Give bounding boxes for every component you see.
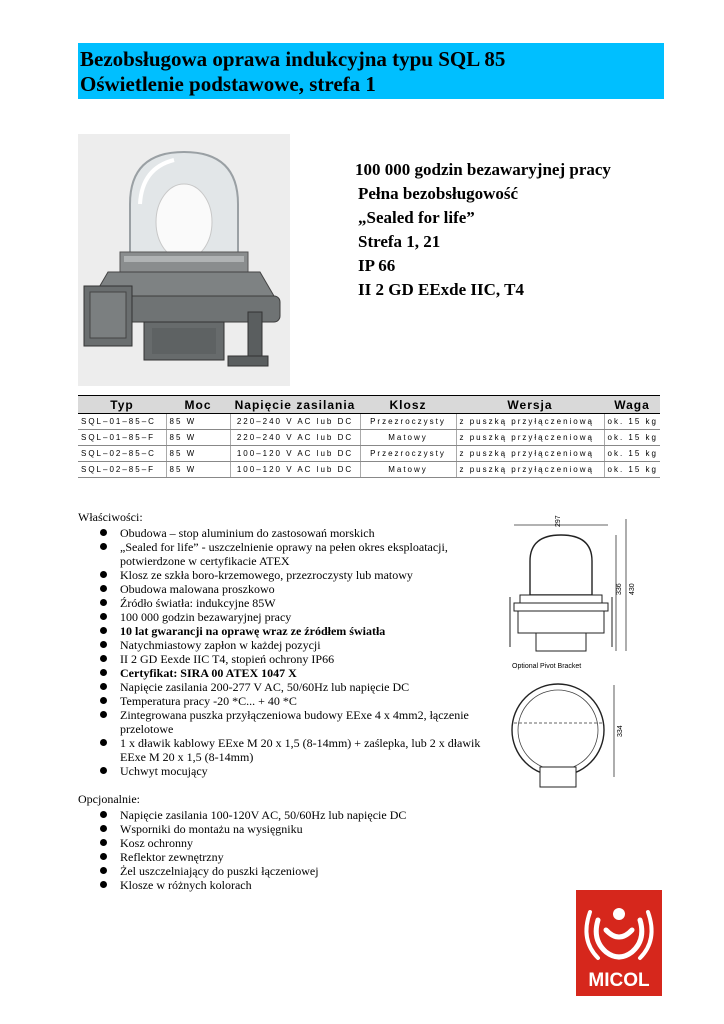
cell-moc: 85 W [166,462,230,478]
bullet-icon [100,655,107,662]
cell-moc: 85 W [166,414,230,430]
options-list [78,808,498,892]
list-item [78,568,498,582]
list-item [78,736,498,764]
bullet-icon [100,627,107,634]
bullet-icon [100,839,107,846]
list-item-text: Natychmiastowy zapłon w każdej pozycji [120,638,321,652]
logo-mark-icon [576,890,662,970]
list-item-text: Źródło światła: indukcyjne 85W [120,596,276,610]
bullet-icon [100,571,107,578]
cell-moc: 85 W [166,446,230,462]
bullet-icon [100,811,107,818]
bracket-label: Optional Pivot Bracket [512,663,582,670]
list-item [78,624,498,638]
bullet-icon [100,825,107,832]
dim-total-label: 430 [629,583,636,595]
cell-typ: SQL–02–85–F [78,462,166,478]
list-item-text: Zintegrowana puszka przyłączeniowa budowy EExe 4 x 4mm2, łączenie przelotowe [120,708,469,736]
cell-wersja: z puszką przyłączeniową [456,414,604,430]
properties-heading: Właściwości: [78,510,143,524]
list-item-text: „Sealed for life” - uszczelnienie oprawy na pełen okres eksploatacji, potwierdzone w certyfikacie ATEX [120,540,448,568]
cell-typ: SQL–02–85–C [78,446,166,462]
list-item-text: 10 lat gwarancji na oprawę wraz ze źródłem światła [120,624,386,638]
list-item-text: Uchwyt mocujący [120,764,208,778]
title-line-1: Bezobsługowa oprawa indukcyjna typu SQL 85 [80,47,506,71]
feature-item: Strefa 1, 21 [358,232,441,251]
list-item-text: Klosz ze szkła boro-krzemowego, przezroczysty lub matowy [120,568,413,582]
bullet-icon [100,529,107,536]
list-item [78,694,498,708]
product-photo [78,134,290,386]
feature-item: „Sealed for life” [358,208,475,227]
list-item-text: Napięcie zasilania 200-277 V AC, 50/60Hz lub napięcie DC [120,680,410,694]
bullet-icon [100,867,107,874]
col-header-wersja: Wersja [456,396,604,414]
bullet-icon [100,767,107,774]
cell-napiecie: 100–120 V AC lub DC [230,462,360,478]
col-header-napiecie: Napięcie zasilania [230,396,360,414]
list-item-text: 100 000 godzin bezawaryjnej pracy [120,610,292,624]
feature-item: Pełna bezobsługowość [358,184,519,203]
list-item [78,864,498,878]
list-item-text: Obudowa – stop aluminium do zastosowań morskich [120,526,375,540]
feature-item: II 2 GD EExde IIC, T4 [358,280,524,299]
cell-typ: SQL–01–85–F [78,430,166,446]
list-item [78,638,498,652]
list-item [78,526,498,540]
list-item-text: II 2 GD Eexde IIC T4, stopień ochrony IP66 [120,652,335,666]
list-item-text: Żel uszczelniający do puszki łączeniowej [120,864,319,878]
cell-napiecie: 220–240 V AC lub DC [230,414,360,430]
dim-plan-label: 334 [617,725,624,737]
col-header-klosz: Klosz [360,396,456,414]
bullet-icon [100,669,107,676]
list-item-text: Wsporniki do montażu na wysięgniku [120,822,303,836]
list-item-text: Temperatura pracy -20 *C... + 40 *C [120,694,297,708]
list-item [78,878,498,892]
list-item [78,582,498,596]
feature-item: 100 000 godzin bezawaryjnej pracy [355,160,611,179]
spec-table [78,395,660,478]
cell-klosz: Przezroczysty [360,414,456,430]
list-item [78,850,498,864]
cell-klosz: Matowy [360,430,456,446]
bullet-icon [100,585,107,592]
table-row [78,446,660,462]
list-item-text: Certyfikat: SIRA 00 ATEX 1047 X [120,666,297,680]
bullet-icon [100,697,107,704]
properties-section [78,510,498,778]
feature-list [355,158,611,302]
options-heading: Opcjonalnie: [78,792,140,806]
list-item-text: Obudowa malowana proszkowo [120,582,275,596]
list-item [78,764,498,778]
bullet-icon [100,739,107,746]
list-item-text: Kosz ochronny [120,836,193,850]
cell-waga: ok. 15 kg [604,462,660,478]
table-row [78,430,660,446]
cell-typ: SQL–01–85–C [78,414,166,430]
list-item [78,610,498,624]
list-item [78,666,498,680]
technical-drawing [500,515,640,795]
bullet-icon [100,543,107,550]
micol-logo [576,890,662,996]
cell-moc: 85 W [166,430,230,446]
list-item [78,652,498,666]
list-item-text: Napięcie zasilania 100-120V AC, 50/60Hz lub napięcie DC [120,808,407,822]
list-item-text: 1 x dławik kablowy EExe M 20 x 1,5 (8-14mm) + zaślepka, lub 2 x dławik EExe M 20 x 1,5 (8-14mm) [120,736,481,764]
cell-napiecie: 100–120 V AC lub DC [230,446,360,462]
list-item [78,808,498,822]
bullet-icon [100,683,107,690]
col-header-waga: Waga [604,396,660,414]
bullet-icon [100,641,107,648]
cell-waga: ok. 15 kg [604,446,660,462]
bullet-icon [100,881,107,888]
cell-klosz: Matowy [360,462,456,478]
bullet-icon [100,599,107,606]
dim-mid-label: 336 [616,583,623,595]
list-item-text: Reflektor zewnętrzny [120,850,224,864]
list-item [78,822,498,836]
cell-waga: ok. 15 kg [604,414,660,430]
feature-item: IP 66 [358,256,396,275]
bullet-icon [100,853,107,860]
cell-klosz: Przezroczysty [360,446,456,462]
bullet-icon [100,711,107,718]
cell-wersja: z puszką przyłączeniową [456,430,604,446]
list-item [78,708,498,736]
table-header-row [78,396,660,414]
logo-name: MICOL [588,970,650,991]
list-item [78,836,498,850]
dim-top-label: 297 [555,515,562,527]
cell-waga: ok. 15 kg [604,430,660,446]
cell-wersja: z puszką przyłączeniową [456,462,604,478]
cell-napiecie: 220–240 V AC lub DC [230,430,360,446]
col-header-moc: Moc [166,396,230,414]
title-line-2: Oświetlenie podstawowe, strefa 1 [80,72,376,96]
properties-list [78,526,498,778]
title-band [78,43,664,99]
options-section [78,792,498,892]
table-row [78,462,660,478]
list-item [78,540,498,568]
cell-wersja: z puszką przyłączeniową [456,446,604,462]
col-header-typ: Typ [78,396,166,414]
list-item-text: Klosze w różnych kolorach [120,878,252,892]
bullet-icon [100,613,107,620]
table-row [78,414,660,430]
list-item [78,680,498,694]
list-item [78,596,498,610]
